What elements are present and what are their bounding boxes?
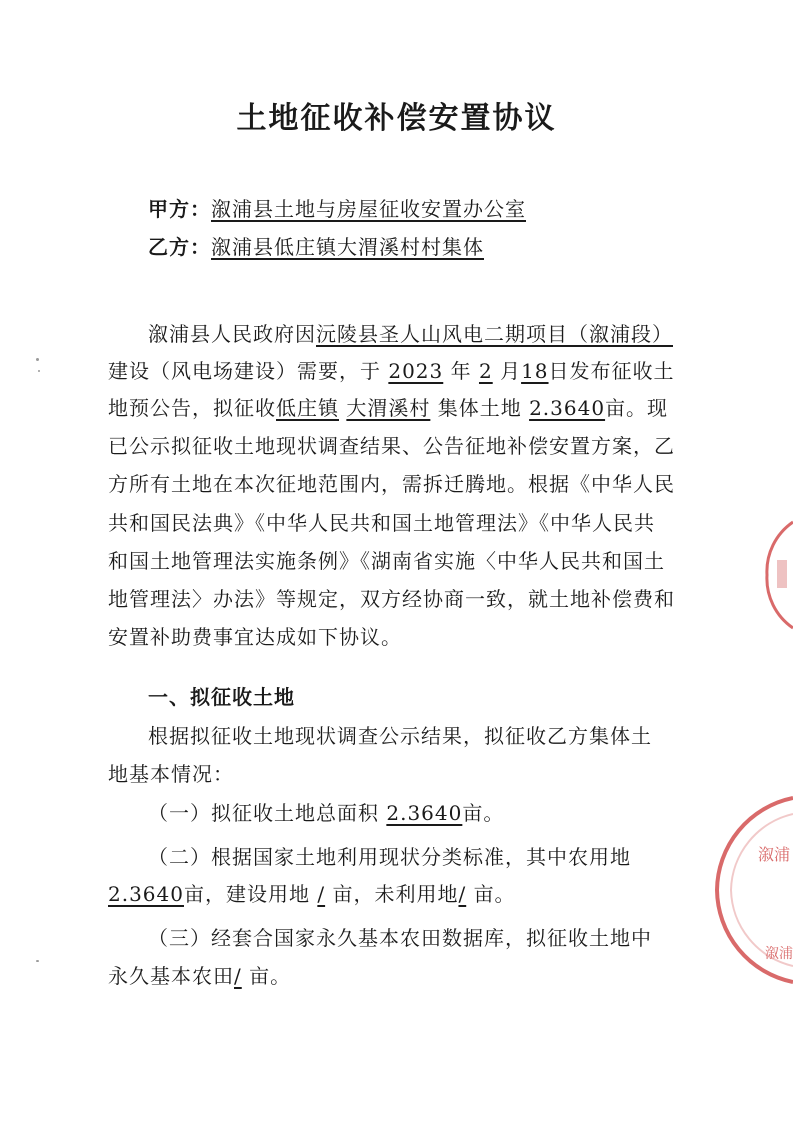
text: 亩。 xyxy=(462,801,505,825)
item2-line1: （二）根据国家土地利用现状分类标准，其中农用地 xyxy=(148,845,631,869)
scan-speck xyxy=(38,370,40,372)
publish-year: 2023 xyxy=(388,359,444,383)
text: 亩。现 xyxy=(605,396,669,420)
party-b-label: 乙方： xyxy=(148,235,211,259)
construction-land-area: / xyxy=(317,882,326,906)
section1-p1-line1: 根据拟征收土地现状调查公示结果，拟征收乙方集体土 xyxy=(148,724,652,748)
section1-heading: 一、拟征收土地 xyxy=(148,685,295,709)
text: 亩。 xyxy=(473,882,516,906)
para1-line9: 安置补助费事宜达成如下协议。 xyxy=(108,625,402,649)
para1-line2 xyxy=(108,355,675,384)
unused-land-area: / xyxy=(458,882,467,906)
seal-text-top: 溆浦 xyxy=(758,845,791,864)
total-area: 2.3640 xyxy=(386,801,463,825)
text: （一）拟征收土地总面积 xyxy=(148,801,379,825)
text: 日发布征收土 xyxy=(548,359,675,383)
text: 亩。 xyxy=(249,964,292,988)
seal-fragment-top xyxy=(763,520,793,630)
text: 永久基本农田 xyxy=(108,964,234,988)
basic-farmland-area: / xyxy=(234,964,242,988)
seal-text-bottom: 溆浦 xyxy=(765,946,793,962)
seal-fragment-bottom xyxy=(713,790,793,990)
item1 xyxy=(148,797,504,826)
text: 亩，建设用地 xyxy=(183,882,310,906)
para1-line8: 地管理法〉办法》等规定，双方经协商一致，就土地补偿费和 xyxy=(108,587,675,611)
publish-month: 2 xyxy=(478,359,493,383)
para1-line7: 和国土地管理法实施条例》《湖南省实施〈中华人民共和国土 xyxy=(108,549,665,573)
item2-line2 xyxy=(108,878,516,907)
text: 年 xyxy=(450,359,472,383)
party-b-value: 溆浦县低庄镇大渭溪村村集体 xyxy=(211,235,484,259)
scan-speck xyxy=(36,960,39,962)
farm-land-area: 2.3640 xyxy=(108,882,184,906)
text: 建设（风电场建设）需要，于 xyxy=(108,359,381,383)
village-name: 大渭溪村 xyxy=(346,396,431,420)
section1-p1-line2: 地基本情况： xyxy=(108,762,234,786)
document-title: 土地征收补偿安置协议 xyxy=(236,101,557,136)
party-a-label: 甲方： xyxy=(148,197,211,221)
para1-line1 xyxy=(148,318,673,347)
party-b xyxy=(148,231,484,260)
para1-line6: 共和国民法典》《中华人民共和国土地管理法》《中华人民共 xyxy=(108,511,655,535)
party-a xyxy=(148,193,526,222)
text: 地预公告，拟征收 xyxy=(108,396,276,420)
para1-line5: 方所有土地在本次征地范围内，需拆迁腾地。根据《中华人民 xyxy=(108,472,675,496)
text: 集体土地 xyxy=(437,396,522,420)
text: 月 xyxy=(500,359,522,383)
para1-line4: 已公示拟征收土地现状调查结果、公告征地补偿安置方案，乙 xyxy=(108,434,675,458)
publish-day: 18 xyxy=(521,359,549,383)
text: 溆浦县人民政府因 xyxy=(148,322,316,346)
item3-line1: （三）经套合国家永久基本农田数据库，拟征收土地中 xyxy=(148,926,652,950)
scan-speck xyxy=(36,358,39,361)
land-area: 2.3640 xyxy=(529,396,606,420)
text: 亩，未利用地 xyxy=(332,882,459,906)
party-a-value: 溆浦县土地与房屋征收安置办公室 xyxy=(211,197,526,221)
para1-line3 xyxy=(108,392,668,421)
item3-line2 xyxy=(108,960,291,989)
town-name: 低庄镇 xyxy=(276,396,339,420)
project-name: 沅陵县圣人山风电二期项目（溆浦段） xyxy=(316,322,673,346)
